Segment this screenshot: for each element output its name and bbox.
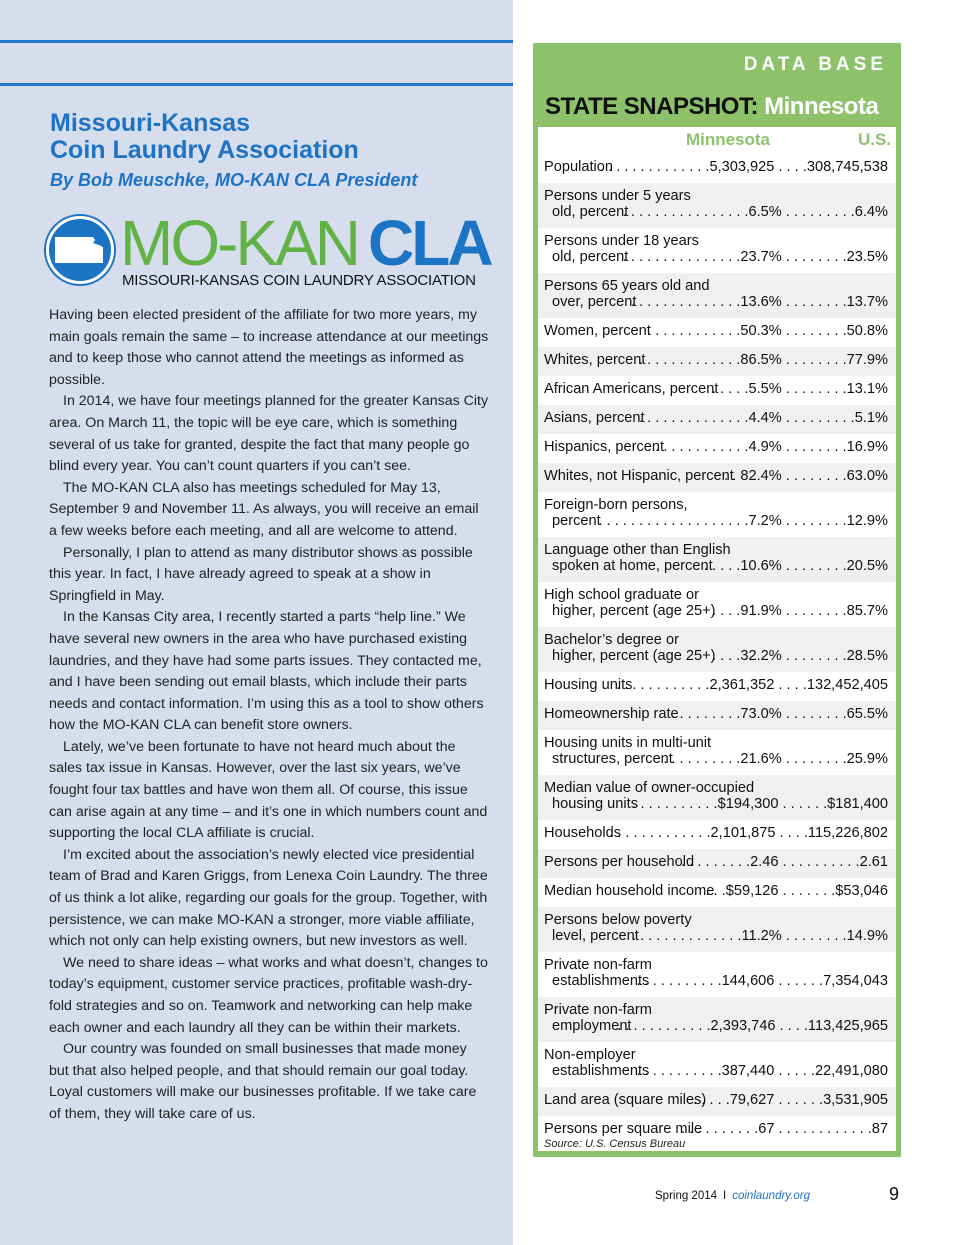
row-values: . . . . . . . . . . . .4.9% . . . . . . . .16.9% xyxy=(655,439,888,455)
row-label: Whites, percent xyxy=(544,352,646,368)
article-paragraph: Having been elected president of the affiliate for two more years, my main goals remain the same – to increase attendance at our meetings and to keep those who cannot attend the meetings as informed as possible. xyxy=(49,307,489,388)
row-label-continued: higher, percent (age 25+) xyxy=(552,648,716,664)
row-label: Persons per square mile xyxy=(544,1121,703,1137)
table-row xyxy=(538,318,896,347)
article-byline: By Bob Meuschke, MO-KAN CLA President xyxy=(50,170,418,190)
table-row xyxy=(538,627,896,672)
row-label: Foreign-born persons, xyxy=(544,497,688,513)
row-label: Non-employer xyxy=(544,1047,636,1063)
row-values: . . . . . . . . . . . .2,361,352 . . . .132,452,405 xyxy=(616,677,888,693)
table-row xyxy=(538,1087,896,1116)
row-label-continued: housing units xyxy=(552,796,639,812)
state-snapshot-panel xyxy=(533,43,901,1157)
row-label-continued: level, percent xyxy=(552,928,639,944)
row-label: Private non-farm xyxy=(544,1002,652,1018)
row-label: Persons under 18 years xyxy=(544,233,699,249)
row-values: . . . . . . . . . . . .2,393,746 . . . .113,425,965 xyxy=(617,1018,888,1034)
article-title-line2: Coin Laundry Association xyxy=(50,136,359,164)
table-row xyxy=(538,907,896,952)
row-label: Private non-farm xyxy=(544,957,652,973)
kansas-map-icon xyxy=(46,216,114,284)
row-label: Housing units in multi-unit xyxy=(544,735,712,751)
table-row xyxy=(538,672,896,701)
row-label: Whites, not Hispanic, percent xyxy=(544,468,734,484)
table-row xyxy=(538,405,896,434)
row-values: . . . . . . . . . . .$194,300 . . . . . .$181,400 xyxy=(632,796,888,812)
article-title xyxy=(50,110,359,164)
article-paragraph: In 2014, we have four meetings planned for the greater Kansas City area. On March 11, the topic will be eye care, which is something several of us take for granted, despite the fact that many people go blind every year. You can’t count quarters if you can’t see. xyxy=(49,393,489,475)
snapshot-table xyxy=(538,127,896,1151)
row-values: . . . . . . . . . . . . . .4.4% . . . . . . . . .5.1% xyxy=(639,410,888,426)
row-values: . . . . . . . . . . . .50.3% . . . . . . . .50.8% xyxy=(647,323,888,339)
table-row xyxy=(538,849,896,878)
row-values: . . . . . . . . . . . . .2,101,875 . . . .115,226,802 xyxy=(609,825,888,841)
row-values: . . . . . . . . .2.46 . . . . . . . . . .2.61 xyxy=(681,854,888,870)
row-values: . . . . . . . . . . . . . .13.6% . . . . . . . .13.7% xyxy=(630,294,888,310)
data-base-label: DATA BASE xyxy=(743,54,887,75)
footer-separator: I xyxy=(723,1190,727,1202)
row-values: . . .$59,126 . . . . . . .$53,046 xyxy=(705,883,888,899)
article-paragraph: Our country was founded on small businesses that made money but that also helped people, and that should remain our goal today. Loyal customers will make our businesses profitable. If we take care of them, they will take care of us. xyxy=(49,1041,477,1122)
row-label-continued: employment xyxy=(552,1018,632,1034)
logo-wordmark xyxy=(120,206,491,280)
logo-subtitle: MISSOURI-KANSAS COIN LAUNDRY ASSOCIATION xyxy=(122,272,476,289)
logo-cla-text: CLA xyxy=(368,207,491,279)
article-paragraph: We need to share ideas – what works and what doesn’t, changes to today’s equipment, customer service practices, profitable wash-dry-fold strategies and so on. Teamwork and networking can help make each owner and each laundry all they can be within their markets. xyxy=(49,954,488,1036)
table-row xyxy=(538,701,896,730)
row-values: . . . . . . . . . .67 . . . . . . . . . . . .87 xyxy=(681,1121,888,1137)
page-number: 9 xyxy=(889,1184,900,1204)
logo-mokan-text: MO-KAN xyxy=(120,207,358,279)
table-row xyxy=(538,537,896,582)
row-values: . . . . . . . . . . . . .86.5% . . . . . . . .77.9% xyxy=(639,352,888,368)
table-rows xyxy=(538,154,896,1145)
row-label: Language other than English xyxy=(544,542,731,558)
table-row xyxy=(538,463,896,492)
second-rule xyxy=(0,83,513,86)
footer-issue: Spring 2014 xyxy=(655,1190,718,1202)
row-label: Median household income xyxy=(544,883,715,899)
row-values: . . . . . . . . . . . . . . .23.7% . . . . . . . .23.5% xyxy=(622,249,888,265)
table-row xyxy=(538,434,896,463)
table-row xyxy=(538,997,896,1042)
table-row xyxy=(538,273,896,318)
row-label: Median value of owner-occupied xyxy=(544,780,755,796)
article-title-line1: Missouri-Kansas xyxy=(50,109,251,137)
row-label: Persons below poverty xyxy=(544,912,692,928)
source-note: Source: U.S. Census Bureau xyxy=(544,1138,686,1150)
row-values: . . . .91.9% . . . . . . . .85.7% xyxy=(711,603,888,619)
row-values: . . . . . . . . . . . . . .5,303,925 . . . .308,745,538 xyxy=(600,159,888,175)
row-label-continued: over, percent xyxy=(552,294,637,310)
row-label: Persons under 5 years xyxy=(544,188,691,204)
row-label-continued: establishments xyxy=(552,973,650,989)
row-label-continued: structures, percent xyxy=(552,751,673,767)
row-label: Households xyxy=(544,825,622,841)
row-values: . . 82.4% . . . . . . . .63.0% xyxy=(724,468,888,484)
row-values: . . . .32.2% . . . . . . . .28.5% xyxy=(711,648,888,664)
table-row xyxy=(538,582,896,627)
table-row xyxy=(538,775,896,820)
footer-site-link[interactable]: coinlaundry.org xyxy=(732,1190,811,1202)
row-label-continued: establishments xyxy=(552,1063,650,1079)
article-paragraph: Lately, we’ve been fortunate to have not heard much about the sales tax issue in Kansas. However, over the last six years, we’ve fought four tax battles and have won them all. Of course, this issue can arise again at any time – and it’s one in which numbers count and supporting the local CLA affiliate is crucial. xyxy=(49,738,488,842)
table-row xyxy=(538,730,896,775)
table-row xyxy=(538,878,896,907)
row-values: . . . . . . . . . . .144,606 . . . . . .7,354,043 xyxy=(636,973,888,989)
snapshot-title-band xyxy=(533,91,901,123)
row-label-continued: spoken at home, percent xyxy=(552,558,713,574)
row-values: . . . . . . . . . . . . . . . .6.5% . . . . . . . . .6.4% xyxy=(622,204,888,220)
row-values: . . . . . . . . . . . . . .11.2% . . . . . . . .14.9% xyxy=(631,928,888,944)
row-values: . . . . . . . . .73.0% . . . . . . . .65.5% xyxy=(671,706,888,722)
table-row xyxy=(538,228,896,273)
table-row xyxy=(538,376,896,405)
row-label-continued: old, percent xyxy=(552,204,629,220)
row-label: Homeownership rate xyxy=(544,706,679,722)
top-rule xyxy=(0,40,513,43)
row-label: Land area (square miles) xyxy=(544,1092,707,1108)
row-label-continued: higher, percent (age 25+) xyxy=(552,603,716,619)
table-row xyxy=(538,492,896,537)
row-label: Women, percent xyxy=(544,323,651,339)
snapshot-title xyxy=(545,91,878,123)
row-values: . . . . . . . . . . .387,440 . . . . .22,491,080 xyxy=(636,1063,888,1079)
table-row xyxy=(538,347,896,376)
article-body xyxy=(49,305,489,1126)
row-values: . . . . .10.6% . . . . . . . .20.5% xyxy=(703,558,888,574)
row-values: . . . . .5.5% . . . . . . . .13.1% xyxy=(711,381,888,397)
column-header-state: Minnesota xyxy=(685,130,770,149)
row-label-continued: old, percent xyxy=(552,249,629,265)
row-label: Persons 65 years old and xyxy=(544,278,710,294)
table-column-headers xyxy=(538,130,896,152)
row-label: African Americans, percent xyxy=(544,381,719,397)
article-paragraph: Personally, I plan to attend as many distributor shows as possible this year. In fact, I have already agreed to speak at a show in Springfield in May. xyxy=(49,544,473,604)
row-label: Hispanics, percent xyxy=(544,439,665,455)
row-label: Bachelor’s degree or xyxy=(544,632,679,648)
article-paragraph: I’m excited about the association’s newly elected vice presidential team of Brad and Karen Griggs, from Lenexa Coin Laundry. The three of us think a lot alike, regarding our goals for the group. Together, with persistence, we can make MO-KAN a stronger, more viable affiliate, which not only can help existing owners, but new investors as well. xyxy=(49,846,488,950)
article-paragraph: The MO-KAN CLA also has meetings scheduled for May 13, September 9 and November 11. As always, you will receive an email a few weeks before each meeting, and all are welcome to attend. xyxy=(49,479,479,539)
row-label: High school graduate or xyxy=(544,587,699,603)
row-label: Housing units xyxy=(544,677,633,693)
row-values: . . . . . . . . . . . . . . . . . . .7.2% . . . . . . . .12.9% xyxy=(598,513,888,529)
row-values: . . . . . . . . . .21.6% . . . . . . . .25.9% xyxy=(663,751,888,767)
table-row xyxy=(538,952,896,997)
row-label: Population xyxy=(544,159,613,175)
snapshot-title-label: STATE SNAPSHOT: xyxy=(545,93,758,120)
mokan-cla-logo xyxy=(46,207,491,294)
row-label: Persons per household xyxy=(544,854,695,870)
table-row xyxy=(538,154,896,183)
column-header-us: U.S. xyxy=(857,130,891,149)
table-row xyxy=(538,820,896,849)
table-row xyxy=(538,1042,896,1087)
page-footer xyxy=(655,1190,810,1202)
row-label: Asians, percent xyxy=(544,410,645,426)
article-paragraph: In the Kansas City area, I recently started a parts “help line.” We have several new owners in the area who have purchased existing laundries, and they have had some parts issues. They contacted me, and I have been sending out email blasts, which include their parts needs and contact information. I’m using this as a tool to show others how the MO-KAN CLA can benefit store owners. xyxy=(49,609,484,734)
table-row xyxy=(538,183,896,228)
snapshot-title-state: Minnesota xyxy=(764,93,879,120)
row-values: . . . . .79,627 . . . . . .3,531,905 xyxy=(693,1092,888,1108)
row-label-continued: percent xyxy=(552,513,601,529)
